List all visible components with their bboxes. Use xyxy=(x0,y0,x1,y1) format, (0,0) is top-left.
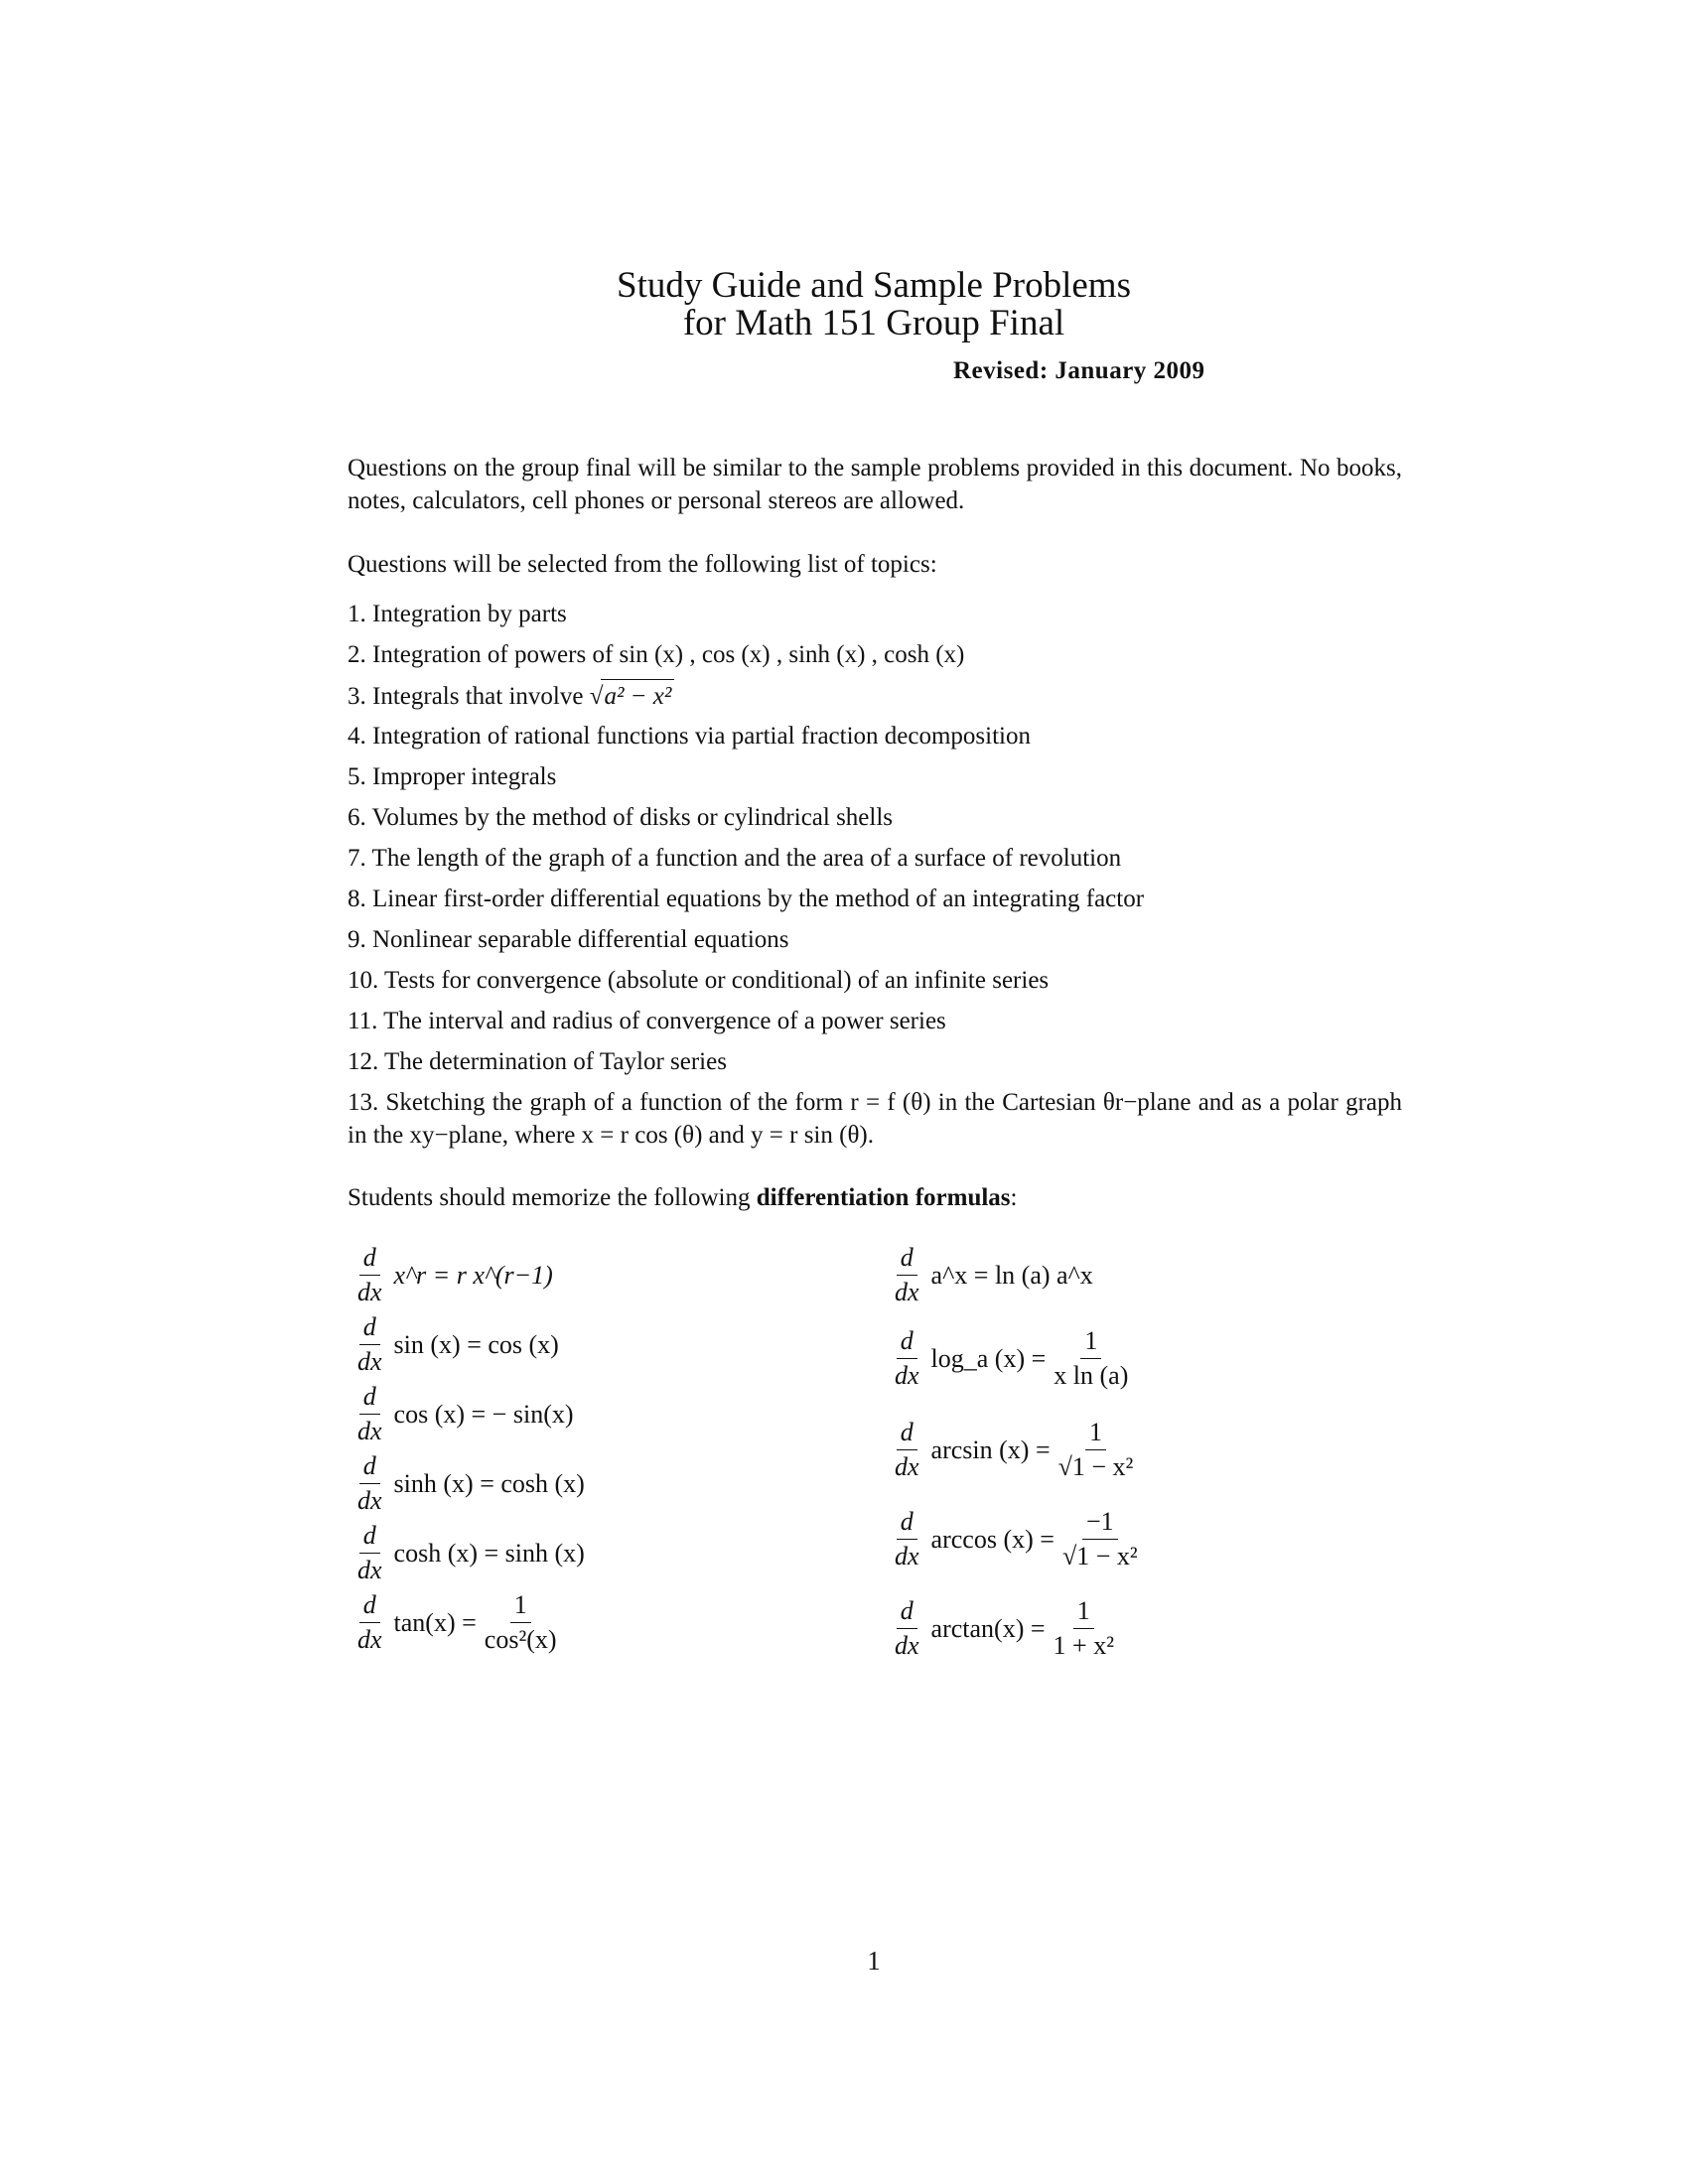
topic-item: 4. Integration of rational functions via partial fraction decomposition xyxy=(348,723,1031,750)
intro-paragraph: Questions on the group final will be similar to the sample problems provided in this document. No books, notes, calculators, cell phones or personal stereos are allowed. xyxy=(348,455,1402,514)
topic-item: 1. Integration by parts xyxy=(348,601,567,627)
formula-arctan: $\frac{d}{dx}$ arctan(x) = $\frac{1}{\text{1 + x²}}$ xyxy=(895,1596,1114,1660)
formula-sinh: $\frac{d}{dx}$ sinh (x) = cosh (x) xyxy=(357,1451,585,1515)
topic-item: 3. Integrals that involve √a² − x² xyxy=(348,679,674,713)
topic-item: 12. The determination of Taylor series xyxy=(348,1048,727,1075)
sqrt-expression: a² − x² xyxy=(601,679,674,713)
revised-date: Revised: January 2009 xyxy=(953,357,1205,384)
topic-item: 11. The interval and radius of convergence of a power series xyxy=(348,1008,946,1034)
formula-arccos: $\frac{d}{dx}$ arccos (x) = $\frac{-1}{\text{√1 − x²}}$ xyxy=(895,1507,1138,1570)
memorize-tail: : xyxy=(1010,1184,1018,1211)
title-line-2: for Math 151 Group Final xyxy=(682,303,1065,343)
memorize-paragraph xyxy=(348,1181,1402,1214)
page-number: 1 xyxy=(867,1946,881,1976)
formula-cos: $\frac{d}{dx}$ cos (x) = − sin(x) xyxy=(357,1382,574,1445)
formula-exponential: $\frac{d}{dx}$ a^x = ln (a) a^x xyxy=(895,1243,1093,1306)
topic-item: 7. The length of the graph of a function and the area of a surface of revolution xyxy=(348,845,1122,872)
topic-item: 9. Nonlinear separable differential equations xyxy=(348,926,789,953)
topic-item: 5. Improper integrals xyxy=(348,763,557,790)
title-line-1: Study Guide and Sample Problems xyxy=(617,265,1131,306)
formula-cosh: $\frac{d}{dx}$ cosh (x) = sinh (x) xyxy=(357,1521,585,1584)
memorize-lead: Students should memorize the following xyxy=(348,1184,757,1211)
memorize-bold: differentiation formulas xyxy=(756,1184,1011,1211)
formula-tan: $\frac{d}{dx}$ tan(x) = $\frac{1}{\text{cos²(x)}}$ xyxy=(357,1590,557,1654)
topic-item: 13. Sketching the graph of a function of the form r = f (θ) in the Cartesian θr−plane and as a polar graph in the xy−plane, where x = r cos (θ) and y = r sin (θ). xyxy=(348,1089,1402,1149)
formula-power: $\frac{d}{dx}$ x^r = r x^(r−1) xyxy=(357,1243,553,1306)
topic-item: 10. Tests for convergence (absolute or conditional) of an infinite series xyxy=(348,967,1050,994)
topic-item: 2. Integration of powers of sin (x) , cos (x) , sinh (x) , cosh (x) xyxy=(348,641,965,668)
formula-log: $\frac{d}{dx}$ log_a (x) = $\frac{1}{\text{x ln (a)}}$ xyxy=(895,1326,1129,1390)
topic-item: 6. Volumes by the method of disks or cylindrical shells xyxy=(348,804,894,831)
topic-item: 8. Linear first-order differential equations by the method of an integrating factor xyxy=(348,886,1145,912)
topics-intro: Questions will be selected from the following list of topics: xyxy=(348,551,937,578)
formula-sin: $\frac{d}{dx}$ sin (x) = cos (x) xyxy=(357,1312,559,1376)
topic-text: 3. Integrals that involve xyxy=(348,683,590,710)
formula-arcsin: $\frac{d}{dx}$ arcsin (x) = $\frac{1}{\text{√1 − x²}}$ xyxy=(895,1418,1134,1481)
